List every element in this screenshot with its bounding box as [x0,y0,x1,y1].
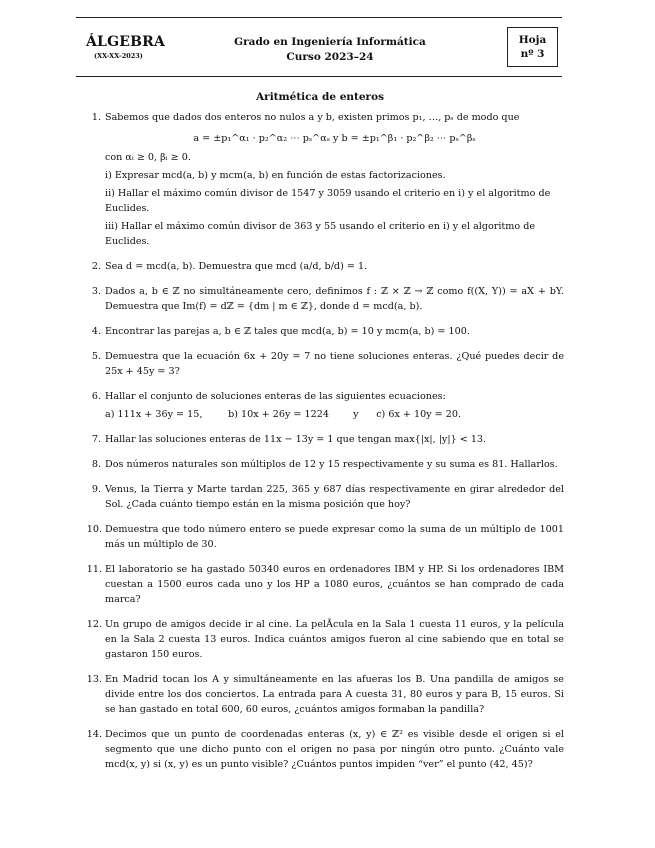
course-title: ÁLGEBRA [86,34,166,50]
equation-conjunction: y [353,409,359,420]
problem-number: 4. [91,326,101,337]
problem-14 [88,727,564,772]
sheet-number: nº 3 [520,48,545,60]
problem-text: Encontrar las parejas a, b ∈ ℤ tales que mcd(a, b) = 10 y mcm(a, b) = 100. [105,326,470,337]
problem-10 [88,522,564,552]
problem-text: Sea d = mcd(a, b). Demuestra que mcd (a/d, b/d) = 1. [105,261,368,272]
problem-number: 2. [91,261,101,272]
problem-number: 1. [91,112,101,123]
header-center [200,35,460,65]
exponent-condition: con αᵢ ≥ 0, βᵢ ≥ 0. [105,152,191,163]
problem-part: ii) Hallar el máximo común divisor de 1547 y 3059 usando el criterio en i) y el algoritmo de Euclides. [105,188,551,214]
problem-text: En Madrid tocan los A y simultáneamente en las afueras los B. Una pandilla de amigos se divide entre los dos conciertos. La entrada para A cuesta 31, 80 euros y para B, 15 euros. Si se han gastado en total 600, 60 euros, ¿cuántos amigos formaban la pandilla? [105,674,564,715]
problem-number: 7. [91,434,101,445]
problem-number: 5. [91,351,101,362]
problem-text: Decimos que un punto de coordenadas enteras (x, y) ∈ ℤ² es visible desde el origen si el segmento que une dicho punto con el origen no pasa por ningún otro punto. ¿Cuánto vale mcd(x, y) si (x, y) es un punto visible? ¿Cuántos puntos impiden “ver” el punto (42, 45)? [105,729,564,770]
problem-part: i) Expresar mcd(a, b) y mcm(a, b) en función de estas factorizaciones. [105,170,446,181]
problem-4 [88,324,564,339]
degree-label: Grado en Ingeniería Informática [234,36,426,48]
problem-number: 12. [86,619,102,630]
academic-year-label: Curso 2023–24 [286,51,374,63]
problem-text: Demuestra que todo número entero se puede expresar como la suma de un múltiplo de 1001 más un múltiplo de 30. [105,524,564,550]
problem-5 [88,349,564,379]
problem-number: 13. [86,674,102,685]
problem-number: 14. [86,729,102,740]
problem-text: Venus, la Tierra y Marte tardan 225, 365 y 687 días respectivamente en girar alrededor del Sol. ¿Cada cuánto tiempo están en la misma posición que hoy? [105,484,564,510]
problem-text: Un grupo de amigos decide ir al cine. La pelÃcula en la Sala 1 cuesta 11 euros, y la película en la Sala 2 cuesta 13 euros. Indica cuántos amigos fueron al cine sabiendo que en total se gastaron 150 euros. [105,619,564,660]
sheet-label: Hoja [518,34,547,46]
problem-13 [88,672,564,717]
problem-1 [88,110,564,249]
sheet-box [507,27,558,67]
problem-12 [88,617,564,662]
problem-number: 8. [91,459,101,470]
problem-text: Sabemos que dados dos enteros no nulos a y b, existen primos p₁, …, pₛ de modo que [105,112,520,123]
header-left [86,34,176,60]
problem-7 [88,432,564,447]
problem-9 [88,482,564,512]
problem-6 [88,389,564,422]
equation-a: a) 111x + 36y = 15, [105,409,203,420]
problem-2 [88,259,564,274]
factorization-formula: a = ±p₁^α₁ · p₂^α₂ ⋯ pₛ^αₛ y b = ±p₁^β₁ · p₂^β₂ ⋯ pₛ^βₛ [193,133,476,144]
equation-c: c) 6x + 10y = 20. [376,409,462,420]
problem-part: iii) Hallar el máximo común divisor de 363 y 55 usando el criterio en i) y el algoritmo de Euclides. [105,221,536,247]
date-label: (XX-XX-2023) [94,52,143,60]
top-rule [76,17,562,18]
equation-list [105,407,564,422]
problem-text: Hallar las soluciones enteras de 11x − 13y = 1 que tengan max{|x|, |y|} < 13. [105,434,487,445]
problem-11 [88,562,564,607]
problem-3 [88,284,564,314]
problem-list [88,110,564,782]
problem-number: 3. [91,286,101,297]
problem-number: 11. [86,564,102,575]
problem-number: 6. [91,391,101,402]
problem-text: Hallar el conjunto de soluciones enteras de las siguientes ecuaciones: [105,391,446,402]
problem-text: El laboratorio se ha gastado 50340 euros en ordenadores IBM y HP. Si los ordenadores IBM cuestan a 1500 euros cada uno y los HP a 1080 euros, ¿cuántos se han comprado de cada marca? [105,564,564,605]
problem-text: Demuestra que la ecuación 6x + 20y = 7 no tiene soluciones enteras. ¿Qué puedes decir de 25x + 45y = 3? [105,351,564,377]
section-title: Aritmética de enteros [256,91,384,103]
problem-text: Dados a, b ∈ ℤ no simultáneamente cero, definimos f : ℤ × ℤ → ℤ como f((X, Y)) = aX + bY. Demuestra que Im(f) = dℤ = {dm | m ∈ ℤ}, donde d = mcd(a, b). [105,286,564,312]
equation-b: b) 10x + 26y = 1224 [228,409,329,420]
problem-text: Dos números naturales son múltiplos de 12 y 15 respectivamente y su suma es 81. Hallarlos. [105,459,558,470]
problem-8 [88,457,564,472]
problem-number: 9. [91,484,101,495]
problem-number: 10. [86,524,102,535]
header-bottom-rule [76,76,562,77]
